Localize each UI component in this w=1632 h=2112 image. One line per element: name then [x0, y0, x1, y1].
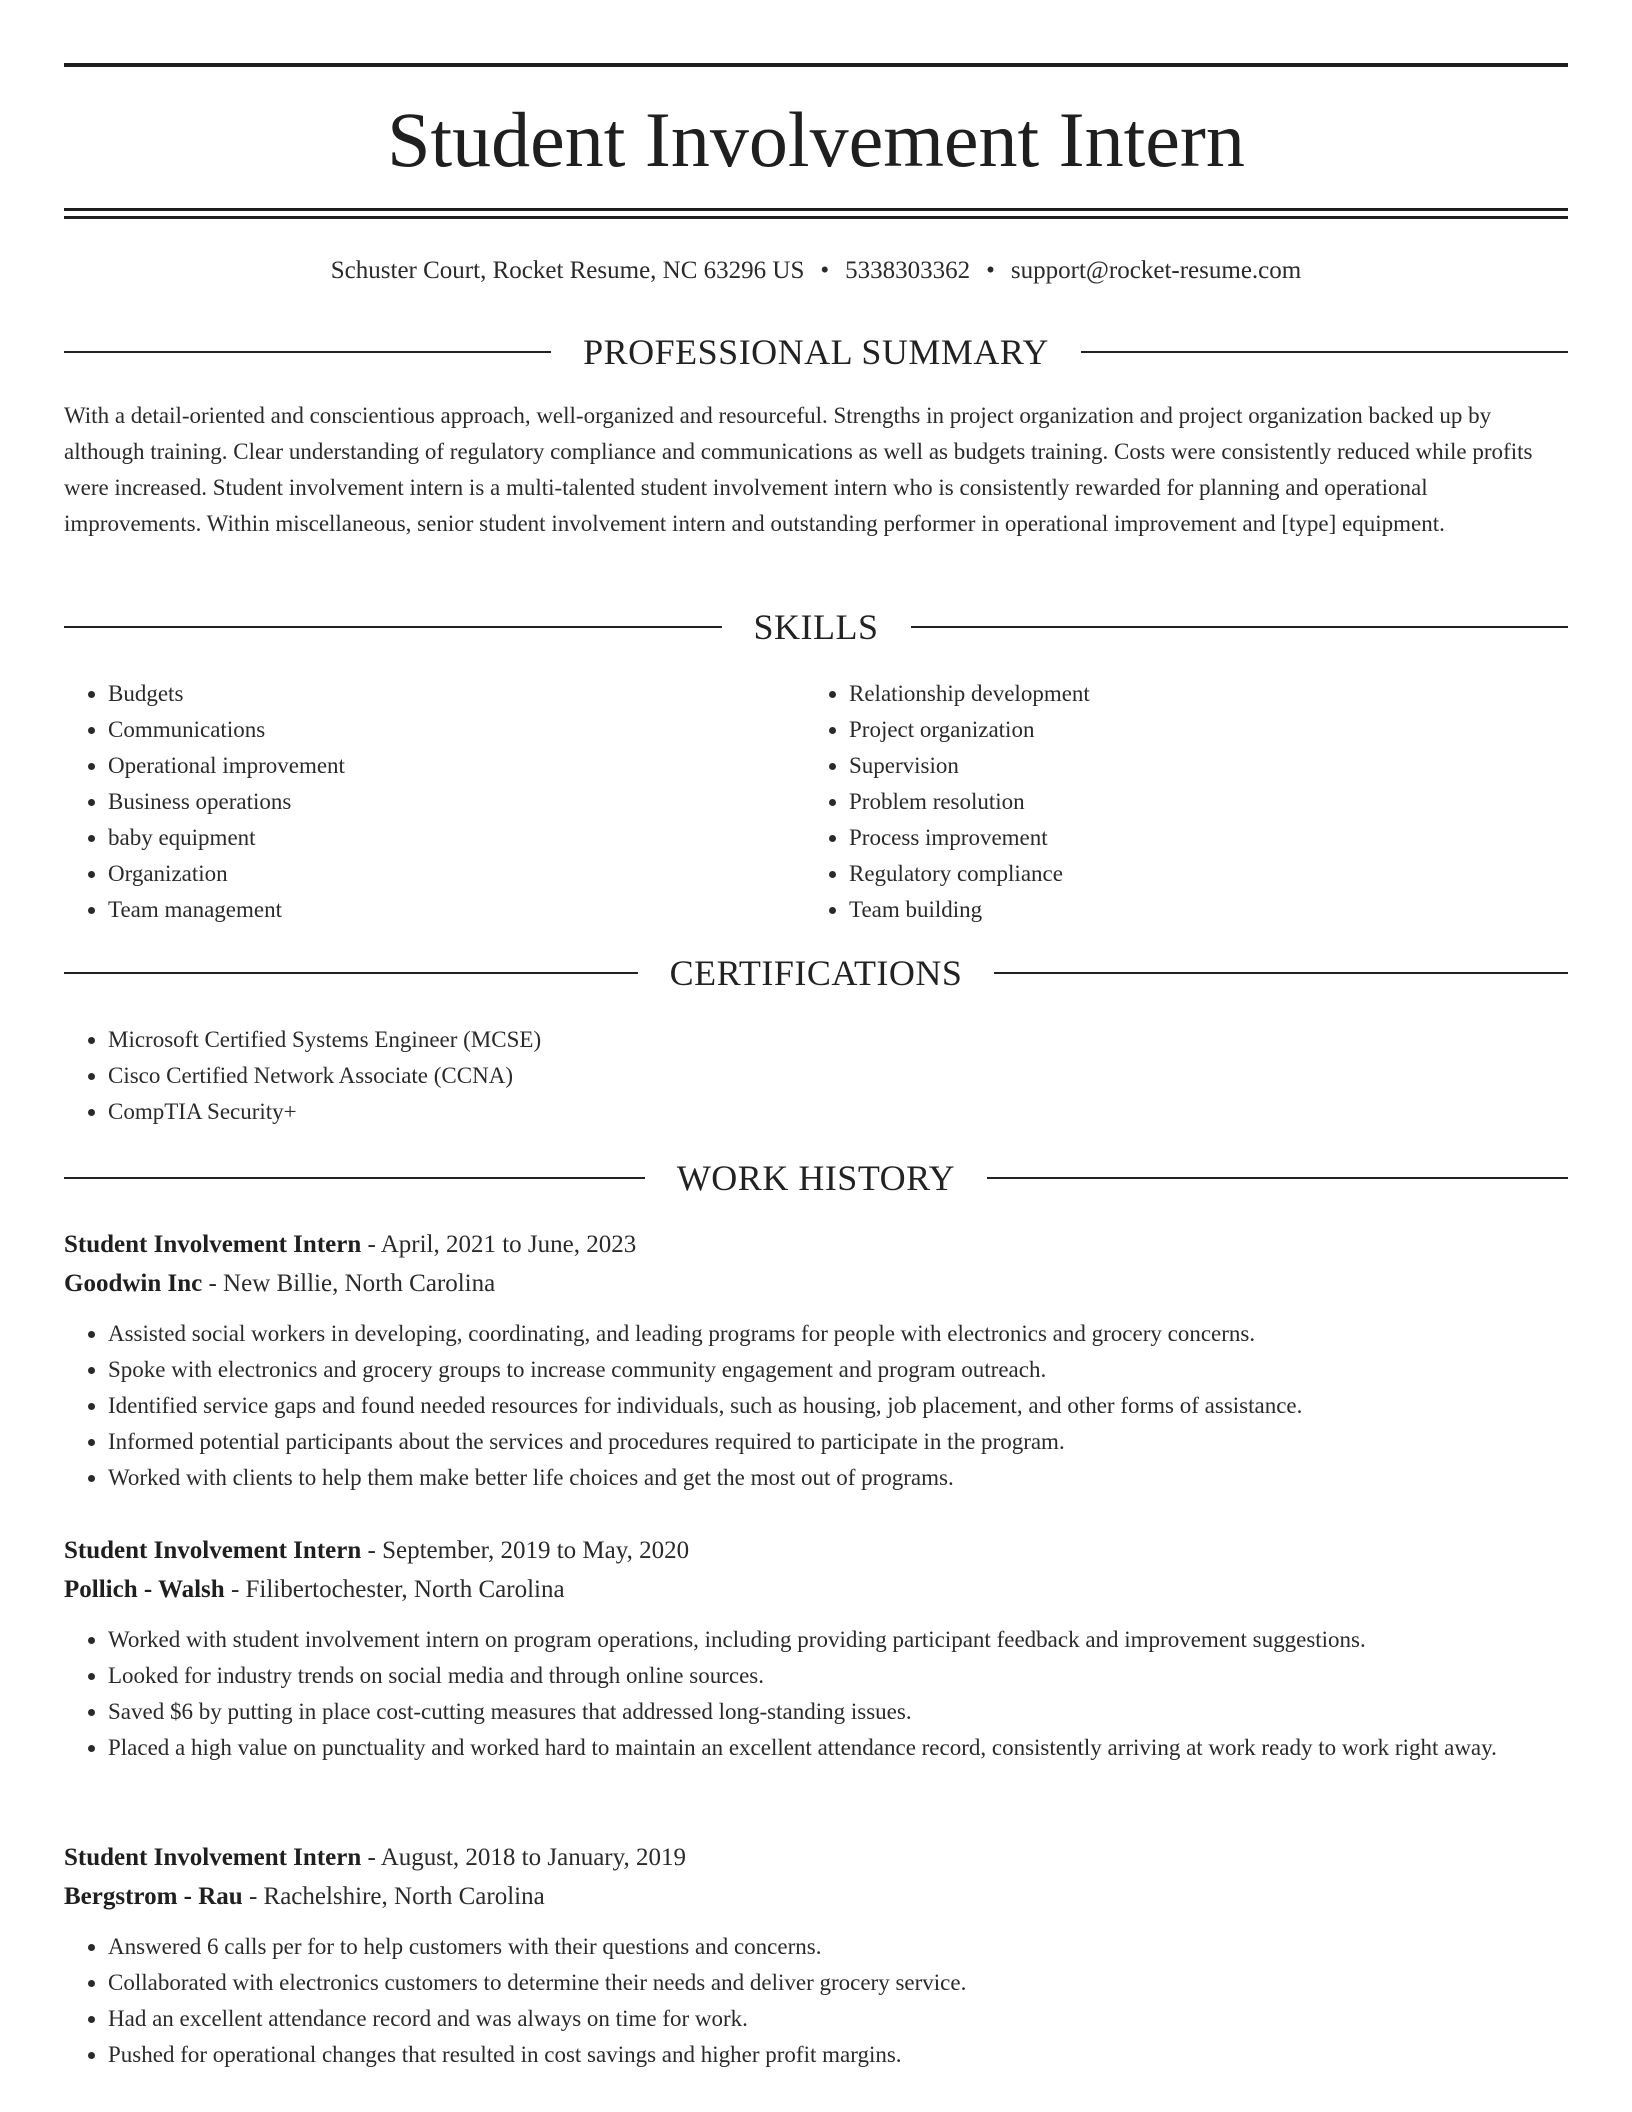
job-title-line: [64, 1838, 1568, 1877]
job-company-line: [64, 1570, 1568, 1609]
job-company-line: [64, 1877, 1568, 1916]
job-dates: - September, 2019 to May, 2020: [361, 1537, 690, 1564]
skill-item: • Regulatory compliance: [849, 856, 1505, 892]
skill-item: • Budgets: [108, 676, 744, 712]
heading-rule-left: [64, 972, 638, 974]
certification-item: • Cisco Certified Network Associate (CCNA): [108, 1058, 1568, 1094]
job-title-line: [64, 1531, 1568, 1570]
job-bullet: • Worked with clients to help them make better life choices and get the most out of programs.: [108, 1460, 1568, 1496]
job-dates: - April, 2021 to June, 2023: [361, 1231, 637, 1258]
work-history-title: WORK HISTORY: [676, 1158, 956, 1198]
contact-phone: 5338303362: [845, 257, 971, 284]
skills-column-left: [64, 676, 744, 928]
job-title: Student Involvement Intern: [64, 1231, 362, 1258]
certifications-list: [64, 1022, 1568, 1130]
job-company: Goodwin Inc: [64, 1270, 203, 1297]
header-rule-upper: [64, 208, 1568, 211]
job-location: - Rachelshire, North Carolina: [242, 1883, 545, 1910]
heading-rule-left: [64, 1177, 645, 1179]
resume-name: Student Involvement Intern: [387, 96, 1245, 183]
job-bullet: • Answered 6 calls per for to help customers with their questions and concerns.: [108, 1929, 1568, 1965]
job-title: Student Involvement Intern: [64, 1844, 362, 1871]
job-bullet: • Collaborated with electronics customers to determine their needs and deliver grocery service.: [108, 1965, 1568, 2001]
skill-item: • Business operations: [108, 784, 744, 820]
skill-item: • Problem resolution: [849, 784, 1505, 820]
work-history-heading: [64, 1156, 1568, 1200]
contact-separator: •: [820, 257, 830, 284]
certification-item: • Microsoft Certified Systems Engineer (MCSE): [108, 1022, 1568, 1058]
job-bullet: • Worked with student involvement intern on program operations, including providing participant feedback and improvement suggestions.: [108, 1622, 1568, 1658]
certifications-title: CERTIFICATIONS: [669, 953, 963, 993]
heading-rule-right: [911, 626, 1569, 628]
skill-item: • Team building: [849, 892, 1505, 928]
heading-rule-right: [1081, 351, 1568, 353]
heading-rule-left: [64, 351, 551, 353]
certification-item: • CompTIA Security+: [108, 1094, 1568, 1130]
skill-item: • Team management: [108, 892, 744, 928]
skill-item: • Communications: [108, 712, 744, 748]
job-entry: [64, 1225, 1568, 1496]
job-bullet: • Saved $6 by putting in place cost-cutting measures that addressed long-standing issues.: [108, 1694, 1568, 1730]
header-rule-lower: [64, 216, 1568, 219]
top-rule: [64, 63, 1568, 67]
heading-rule-right: [994, 972, 1568, 974]
job-title-line: [64, 1225, 1568, 1264]
certifications-heading: [64, 951, 1568, 995]
skill-item: • Process improvement: [849, 820, 1505, 856]
job-entry: [64, 1531, 1568, 1766]
job-bullet: • Assisted social workers in developing, coordinating, and leading programs for people with electronics and grocery concerns.: [108, 1316, 1568, 1352]
skills-heading: [64, 605, 1568, 649]
contact-line: [64, 255, 1568, 287]
job-bullet: • Identified service gaps and found needed resources for individuals, such as housing, job placement, and other forms of assistance.: [108, 1388, 1568, 1424]
job-dates: - August, 2018 to January, 2019: [361, 1844, 686, 1871]
skill-item: • Supervision: [849, 748, 1505, 784]
certifications-block: [64, 1022, 1568, 1130]
skill-item: • baby equipment: [108, 820, 744, 856]
skill-item: • Operational improvement: [108, 748, 744, 784]
skills-list-right: [805, 676, 1505, 928]
job-bullets: [64, 1622, 1568, 1766]
heading-rule-right: [987, 1177, 1568, 1179]
job-bullet: • Pushed for operational changes that resulted in cost savings and higher profit margins.: [108, 2037, 1568, 2073]
summary-heading: [64, 330, 1568, 374]
job-bullets: [64, 1316, 1568, 1496]
summary-title: PROFESSIONAL SUMMARY: [583, 332, 1049, 372]
contact-email: support@rocket-resume.com: [1010, 257, 1302, 284]
job-bullet: • Spoke with electronics and grocery groups to increase community engagement and program outreach.: [108, 1352, 1568, 1388]
contact-separator: •: [986, 257, 995, 284]
contact-address: Schuster Court, Rocket Resume, NC 63296 US: [330, 257, 805, 284]
heading-rule-left: [64, 626, 722, 628]
job-bullet: • Had an excellent attendance record and was always on time for work.: [108, 2001, 1568, 2037]
job-bullet: • Looked for industry trends on social media and through online sources.: [108, 1658, 1568, 1694]
job-bullet: • Informed potential participants about the services and procedures required to participate in the program.: [108, 1424, 1568, 1460]
summary-text: With a detail-oriented and conscientious approach, well-organized and resourceful. Strengths in project organization and project organization backed up by although training. Clear understanding of regulatory compliance and communications as well as budgets training. Costs were consistently reduced while profits were increased. Student involvement intern is a multi-talented student involvement intern who is consistently rewarded for planning and operational improvements. Within miscellaneous, senior student involvement intern and outstanding performer in operational improvement and [type] equipment.: [64, 403, 1533, 536]
job-bullet: • Placed a high value on punctuality and worked hard to maintain an excellent attendance record, consistently arriving at work ready to work right away.: [108, 1730, 1568, 1766]
skill-item: • Relationship development: [849, 676, 1505, 712]
skill-item: • Project organization: [849, 712, 1505, 748]
skill-item: • Organization: [108, 856, 744, 892]
job-company: Pollich - Walsh: [64, 1576, 225, 1603]
job-entry: [64, 1838, 1568, 2073]
job-company-line: [64, 1264, 1568, 1303]
skills-list-left: [64, 676, 744, 928]
job-title: Student Involvement Intern: [64, 1537, 362, 1564]
skills-column-right: [805, 676, 1505, 928]
skills-title: SKILLS: [753, 607, 879, 647]
job-location: - Filibertochester, North Carolina: [224, 1576, 565, 1603]
job-company: Bergstrom - Rau: [64, 1883, 243, 1910]
job-bullets: [64, 1929, 1568, 2073]
job-location: - New Billie, North Carolina: [202, 1270, 496, 1297]
